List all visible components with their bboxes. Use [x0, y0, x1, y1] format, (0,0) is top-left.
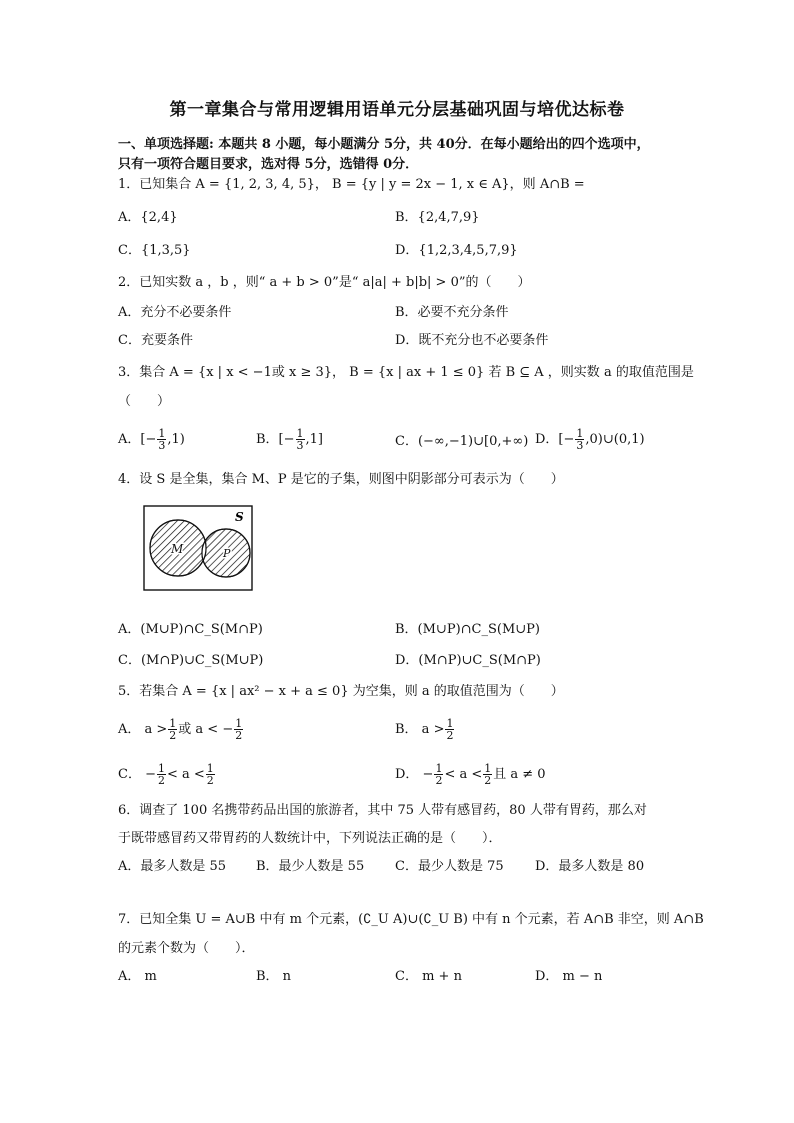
- option-a-middle: 或 a < −: [178, 722, 234, 737]
- fraction-numerator: 1: [296, 427, 304, 440]
- option-c-middle: < a <: [166, 767, 205, 782]
- fraction-denominator: 2: [446, 729, 454, 742]
- option-b-prefix: B． a >: [395, 722, 445, 737]
- option-b-prefix: B．[−: [256, 432, 295, 447]
- question-2-option-c: C．充要条件: [118, 333, 193, 348]
- question-4-option-d: D．(M∩P)∪C_S(M∩P): [395, 653, 541, 668]
- option-a-suffix: ,1): [167, 432, 185, 447]
- question-6-stem-line-1: 6．调查了 100 名携带药品出国的旅游者，其中 75 人带有感冒药，80 人带有胃药，那么对: [118, 803, 647, 818]
- fraction-denominator: 2: [435, 774, 443, 787]
- option-d-suffix: ,0)∪(0,1): [585, 432, 645, 447]
- option-d-prefix: D． −: [395, 767, 434, 782]
- question-2-option-a: A．充分不必要条件: [118, 305, 232, 320]
- question-2-stem: 2．已知实数 a ，b ，则“ a + b > 0”是“ a|a| + b|b| > 0”的（ ）: [118, 275, 531, 290]
- label-p: P: [223, 547, 231, 560]
- question-3-option-b: [256, 428, 323, 451]
- label-s: S: [235, 510, 244, 524]
- question-4-stem: 4．设 S 是全集，集合 M、P 是它的子集，则图中阴影部分可表示为（ ）: [118, 472, 564, 487]
- fraction-denominator: 2: [235, 729, 243, 742]
- question-4-option-a: A．(M∪P)∩C_S(M∩P): [118, 622, 263, 637]
- fraction: [575, 428, 584, 451]
- option-a-prefix: A． a >: [118, 722, 168, 737]
- fraction: [445, 718, 454, 741]
- fraction-denominator: 2: [157, 774, 165, 787]
- section-instructions-line-2: 只有一项符合题目要求，选对得 5分，选错得 0分．: [118, 157, 419, 172]
- page-title: 第一章集合与常用逻辑用语单元分层基础巩固与培优达标卷: [169, 100, 625, 120]
- option-c-prefix: C． −: [118, 767, 156, 782]
- question-1-stem: 1．已知集合 A = {1, 2, 3, 4, 5}， B = {y | y = 2x − 1, x ∈ A}，则 A∩B =: [118, 177, 585, 192]
- fraction: [483, 763, 492, 786]
- question-7-stem-line-2: 的元素个数为（ ）．: [118, 941, 255, 956]
- question-3-option-a: [118, 428, 185, 451]
- fraction: [234, 718, 243, 741]
- fraction: [157, 763, 166, 786]
- fraction-numerator: 1: [576, 427, 584, 440]
- fraction-numerator: 1: [484, 762, 492, 775]
- fraction: [168, 718, 177, 741]
- question-6-option-c: C．最少人数是 75: [395, 859, 504, 874]
- question-6-option-d: D．最多人数是 80: [535, 859, 645, 874]
- question-5-option-b: [395, 718, 455, 741]
- section-instructions-line-1: 一、单项选择题: 本题共 8 小题，每小题满分 5分，共 40分．在每小题给出的四个选项中，: [118, 137, 650, 152]
- fraction-numerator: 1: [206, 762, 214, 775]
- fraction: [157, 428, 166, 451]
- question-1-option-d: D．{1,2,3,4,5,7,9}: [395, 243, 518, 258]
- question-3-stem: 3．集合 A = {x | x < −1或 x ≥ 3}， B = {x | ax + 1 ≤ 0} 若 B ⊆ A ，则实数 a 的取值范围是: [118, 365, 694, 380]
- fraction-numerator: 1: [157, 762, 165, 775]
- question-5-option-d: [395, 763, 546, 786]
- fraction-numerator: 1: [435, 762, 443, 775]
- option-d-middle: < a <: [444, 767, 483, 782]
- question-3-option-d: [535, 428, 645, 451]
- question-6-option-a: A．最多人数是 55: [118, 859, 227, 874]
- question-3-answer-paren: （ ）: [118, 394, 171, 409]
- question-2-option-d: D．既不充分也不必要条件: [395, 333, 549, 348]
- question-1-option-a: A．{2,4}: [118, 210, 178, 225]
- question-1-option-c: C．{1,3,5}: [118, 243, 191, 258]
- fraction-numerator: 1: [446, 717, 454, 730]
- option-d-prefix: D．[−: [535, 432, 575, 447]
- fraction-denominator: 2: [169, 729, 177, 742]
- question-5-option-a: [118, 718, 244, 741]
- fraction-denominator: 2: [484, 774, 492, 787]
- fraction: [434, 763, 443, 786]
- fraction-denominator: 2: [206, 774, 214, 787]
- question-7-option-b: B． n: [256, 969, 292, 984]
- fraction-denominator: 3: [158, 439, 166, 452]
- question-7-stem-line-1: 7．已知全集 U = A∪B 中有 m 个元素，(∁_U A)∪(∁_U B) 中有 n 个元素，若 A∩B 非空，则 A∩B: [118, 912, 704, 927]
- question-7-option-a: A． m: [118, 969, 157, 984]
- question-1-option-b: B．{2,4,7,9}: [395, 210, 480, 225]
- question-7-option-c: C． m + n: [395, 969, 462, 984]
- option-a-prefix: A．[−: [118, 432, 157, 447]
- fraction-numerator: 1: [158, 427, 166, 440]
- option-d-suffix: 且 a ≠ 0: [493, 767, 546, 782]
- fraction-numerator: 1: [169, 717, 177, 730]
- question-3-option-c: C．(−∞,−1)∪[0,+∞): [395, 434, 529, 449]
- label-m: M: [171, 542, 184, 556]
- venn-diagram: [143, 505, 253, 591]
- question-5-option-c: [118, 763, 216, 786]
- fraction-denominator: 3: [576, 439, 584, 452]
- question-7-option-d: D． m − n: [535, 969, 603, 984]
- fraction: [296, 428, 305, 451]
- fraction: [206, 763, 215, 786]
- fraction-numerator: 1: [235, 717, 243, 730]
- fraction-denominator: 3: [296, 439, 304, 452]
- question-5-stem: 5．若集合 A = {x | ax² − x + a ≤ 0} 为空集，则 a 的取值范围为（ ）: [118, 684, 564, 699]
- question-4-option-c: C．(M∩P)∪C_S(M∪P): [118, 653, 264, 668]
- question-6-option-b: B．最少人数是 55: [256, 859, 365, 874]
- question-2-option-b: B．必要不充分条件: [395, 305, 509, 320]
- option-b-suffix: ,1]: [305, 432, 324, 447]
- question-4-option-b: B．(M∪P)∩C_S(M∪P): [395, 622, 540, 637]
- question-6-stem-line-2: 于既带感冒药又带胃药的人数统计中，下列说法正确的是（ ）．: [118, 831, 502, 846]
